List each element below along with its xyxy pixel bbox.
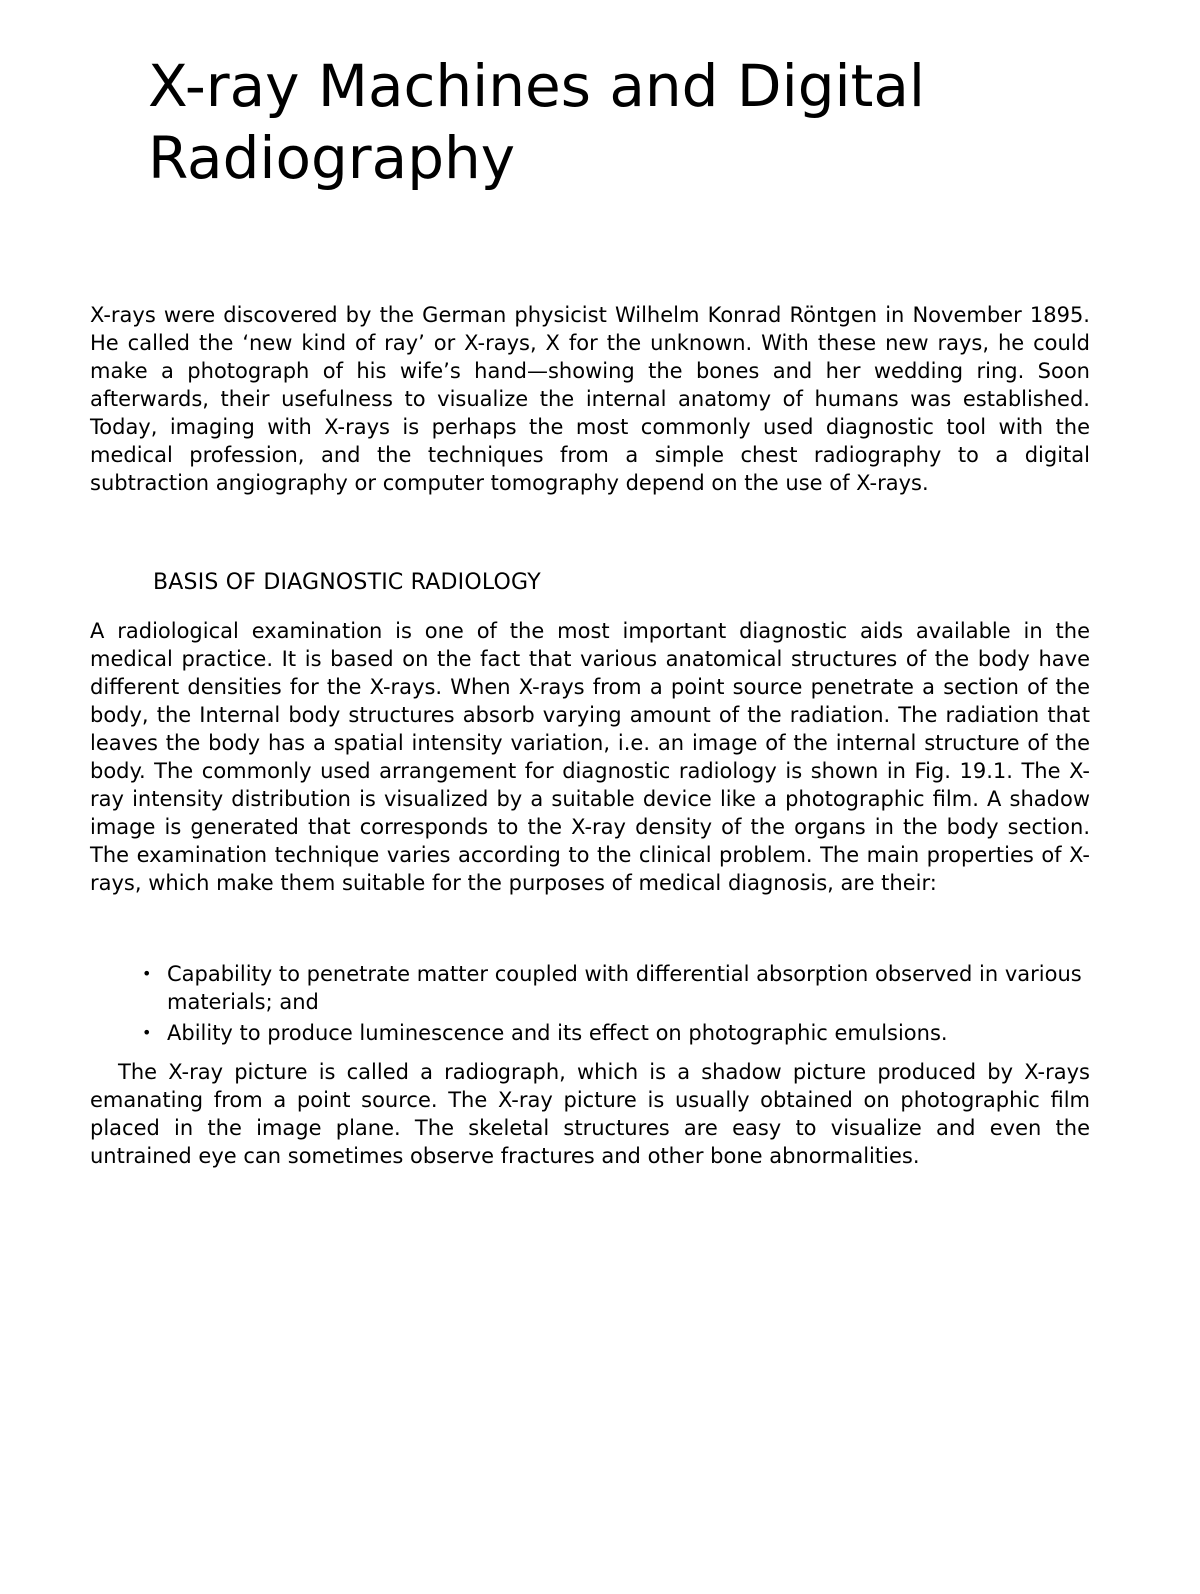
list-item-text: Ability to produce luminescence and its effect on photographic emulsions.: [167, 1021, 948, 1045]
bullet-icon: •: [142, 1023, 152, 1042]
intro-paragraph: X-rays were discovered by the German physicist Wilhelm Konrad Röntgen in November 1895. He called the ‘new kind of ray’ or X-rays, X for the unknown. With these new rays, he could make a photograph of his wife’s hand—showing the bones and her wedding ring. Soon afterwards, their usefulness to visualize the internal anatomy of humans was established. Today, imaging with X-rays is perhaps the most commonly used diagnostic tool with the medical profession, and the techniques from a simple chest radiography to a digital subtraction angiography or computer tomography depend on the use of X-rays.: [90, 303, 1090, 495]
properties-list: [138, 960, 1090, 1050]
bullet-icon: •: [142, 964, 152, 983]
list-item: [138, 1019, 1090, 1047]
document-title: X-ray Machines and Digital Radiography: [148, 52, 926, 192]
radiograph-paragraph: The X-ray picture is called a radiograph, which is a shadow picture produced by X-rays emanating from a point source. The X-ray picture is usually obtained on photographic film placed in the image plane. The skeletal structures are easy to visualize and even the untrained eye can sometimes observe fractures and other bone abnormalities.: [90, 1060, 1090, 1168]
section-heading: BASIS OF DIAGNOSTIC RADIOLOGY: [153, 570, 541, 595]
list-item: [138, 960, 1090, 1016]
basis-paragraph: A radiological examination is one of the most important diagnostic aids available in the medical practice. It is based on the fact that various anatomical structures of the body have different densities for the X-rays. When X-rays from a point source penetrate a section of the body, the Internal body structures absorb varying amount of the radiation. The radiation that leaves the body has a spatial intensity variation, i.e. an image of the internal structure of the body. The commonly used arrangement for diagnostic radiology is shown in Fig. 19.1. The X-ray intensity distribution is visualized by a suitable device like a photographic film. A shadow image is generated that corresponds to the X-ray density of the organs in the body section. The examination technique varies according to the clinical problem. The main properties of X-rays, which make them suitable for the purposes of medical diagnosis, are their:: [90, 619, 1090, 895]
list-item-text: Capability to penetrate matter coupled with differential absorption observed in various materials; and: [167, 962, 1082, 1014]
